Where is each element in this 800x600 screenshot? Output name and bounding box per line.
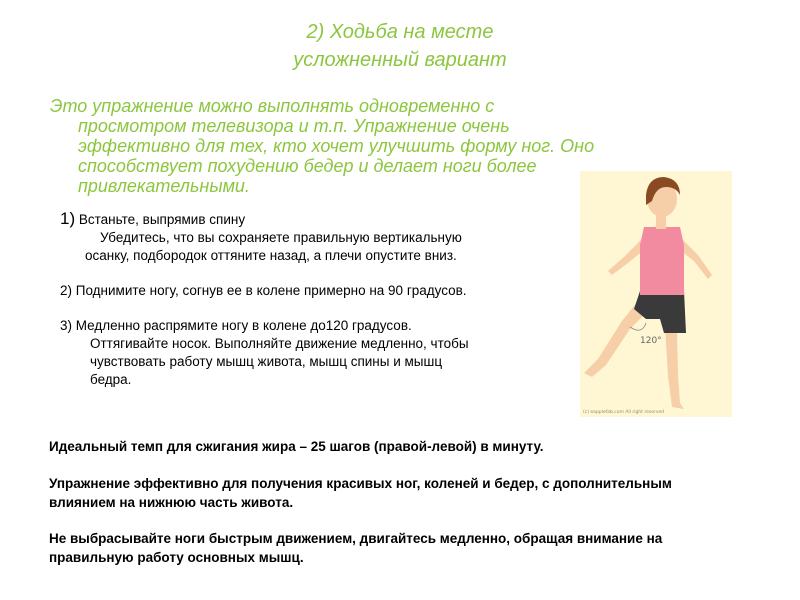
step-3-detail: чувствовать работу мышц живота, мышц спины и мышц — [90, 354, 443, 369]
intro-paragraph — [50, 96, 670, 196]
exercise-illustration — [580, 171, 732, 417]
intro-line: эффективно для тех, кто хочет улучшить форму ног. Оно — [78, 136, 595, 156]
steps-list — [60, 210, 550, 389]
caution-line: правильную работу основных мышц. — [49, 550, 304, 565]
copyright-text: (c) eapplefab.com All right reserved — [583, 410, 665, 415]
neck — [656, 215, 666, 229]
step-3-heading: 3) Медленно распрямите ногу в колене до120 градусов. — [60, 318, 412, 333]
benefit-note — [49, 474, 779, 512]
shorts — [634, 291, 686, 333]
caution-line: Не выбрасывайте ноги быстрым движением, двигайтесь медленно, обращая внимание на — [49, 531, 663, 546]
pace-note: Идеальный темп для сжигания жира – 25 шагов (правой-левой) в минуту. — [49, 439, 544, 454]
step-1-detail: Убедитесь, что вы сохраняете правильную вертикальную — [100, 230, 462, 245]
intro-line: просмотром телевизора и т.п. Упражнение очень — [78, 116, 510, 136]
angle-label: 120° — [640, 336, 662, 346]
step-3-detail: бедра. — [90, 372, 132, 387]
standing-leg — [665, 326, 684, 409]
step-3-detail: Оттягивайте носок. Выполняйте движение медленно, чтобы — [90, 336, 469, 351]
step-1-number: 1) — [60, 209, 76, 228]
woman-exercise-figure — [580, 171, 732, 417]
step-1-detail: осанку, подбородок оттяните назад, а плечи опустите вниз. — [85, 248, 457, 263]
benefit-line: Упражнение эффективно для получения красивых ног, коленей и бедер, с дополнительным — [49, 476, 672, 491]
slide-subtitle: усложненный вариант — [293, 49, 507, 71]
shirt — [640, 227, 684, 295]
slide-title: 2) Ходьба на месте — [306, 21, 494, 43]
benefit-line: влиянием на нижнюю часть живота. — [49, 495, 294, 510]
step-1-heading — [60, 210, 550, 229]
step-1-title: Встаньте, выпрямив спину — [78, 212, 246, 227]
caution-note — [49, 529, 779, 567]
raised-shin — [584, 321, 630, 377]
step-2: 2) Поднимите ногу, согнув ее в колене примерно на 90 градусов. — [60, 283, 467, 298]
intro-line: Это упражнение можно выполнять одновременно с — [50, 96, 495, 116]
intro-line: привлекательными. — [78, 176, 250, 196]
intro-line: способствует похудению бедер и делает ноги более — [78, 156, 537, 176]
